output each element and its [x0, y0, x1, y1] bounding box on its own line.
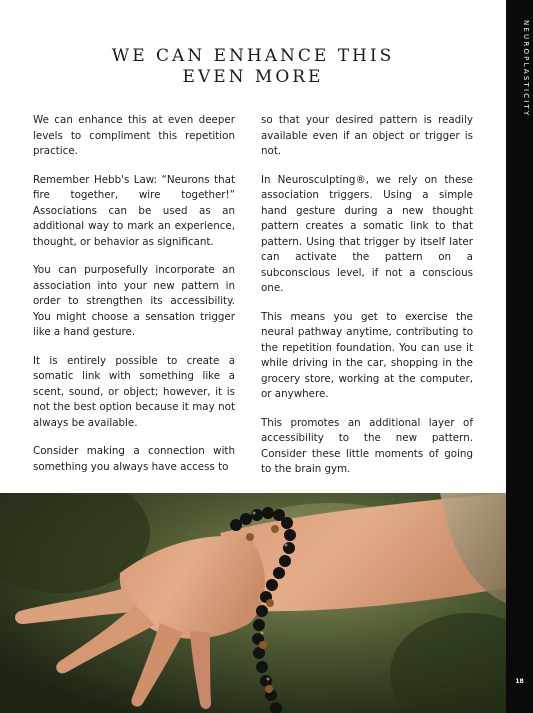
section-sidebar [506, 0, 533, 713]
section-label: NEUROPLASTICITY [522, 20, 530, 118]
left-text-column [33, 113, 235, 488]
paragraph: This promotes an additional layer of accessibility to the new pattern. Consider these little moments of going to the brain gym. [261, 416, 473, 475]
paragraph: Consider making a connection with something you always have access to [33, 445, 235, 473]
page-title [0, 46, 506, 88]
title-line-1: WE CAN ENHANCE THIS [111, 46, 395, 66]
paragraph: In Neurosculpting®, we rely on these association triggers. Using a simple hand gesture during a new thought pattern creates a somatic link to that pattern. Using that trigger by itself later can activate the pattern on a subconscious level, if not a conscious one. [261, 173, 473, 294]
paragraph: It is entirely possible to create a somatic link with something like a scent, sound, or object; however, it is not the best option because it may not always be available. [33, 354, 235, 429]
paragraph: This means you get to exercise the neural pathway anytime, contributing to the repetition foundation. You can use it while driving in the car, shopping in the grocery store, working at the computer, or anywhere. [261, 310, 473, 400]
title-line-2: EVEN MORE [182, 67, 324, 87]
right-text-column [261, 113, 473, 491]
paragraph: so that your desired pattern is readily available even if an object or trigger is not. [261, 114, 473, 157]
paragraph: Remember Hebb's Law: “Neurons that fire together, wire together!” Associations can be used as an additional way to mark an experience, thought, or behavior as significant. [33, 173, 235, 248]
paragraph: We can enhance this at even deeper levels to compliment this repetition practice. [33, 114, 235, 157]
page-number: 18 [515, 678, 524, 685]
paragraph: You can purposefully incorporate an association into your new pattern in order to strengthen its accessibility. You might choose a sensation trigger like a hand gesture. [33, 264, 235, 338]
hand-gesture-photo [0, 493, 506, 713]
